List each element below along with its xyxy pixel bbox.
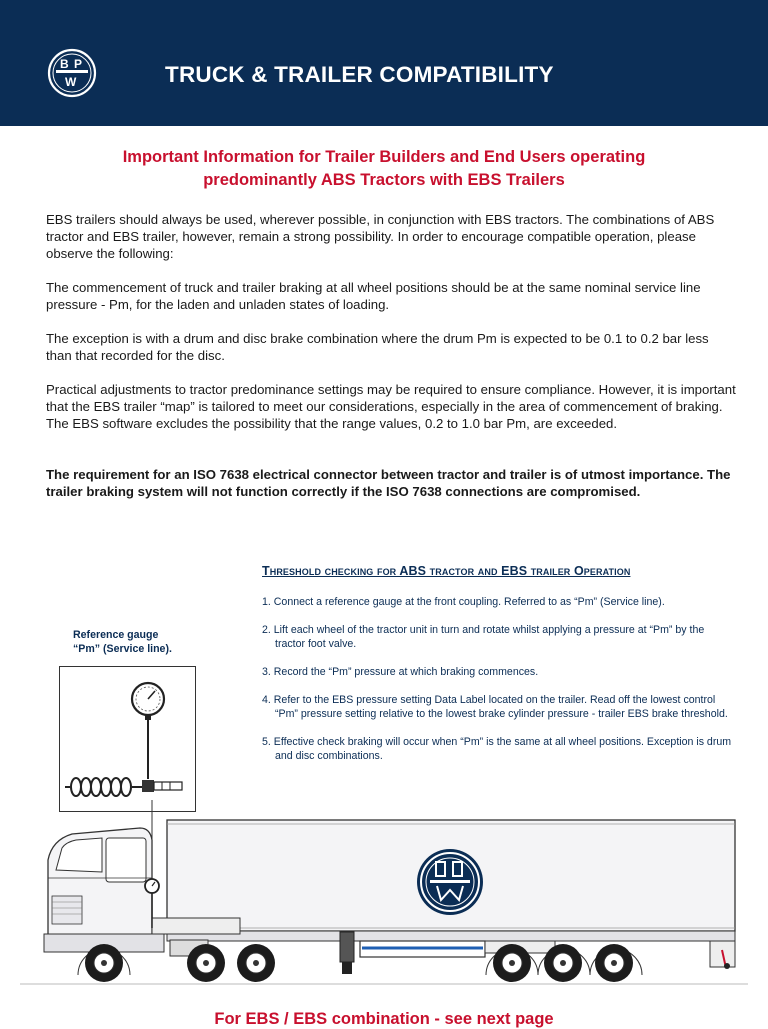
logo-letter-w: W [65, 75, 77, 89]
pressure-gauge-icon [60, 667, 195, 811]
gauge-caption-line-2: “Pm” (Service line). [73, 643, 172, 655]
trailer-wheels [486, 944, 642, 982]
logo-letter-p: P [74, 57, 83, 71]
gauge-caption-line-1: Reference gauge [73, 629, 159, 641]
threshold-steps-list [262, 595, 732, 777]
step-item: 2. Lift each wheel of the tractor unit in turn and rotate whilst applying a pressure at “Pm” by the tractor foot valve. [262, 624, 705, 650]
subtitle [40, 146, 728, 192]
paragraph-iso-requirement: The requirement for an ISO 7638 electrical connector between tractor and trailer is of utmost importance. The trailer braking system will not function correctly if the ISO 7638 connections are compromised. [46, 467, 731, 499]
subtitle-line-2: predominantly ABS Tractors with EBS Trailers [203, 171, 565, 189]
threshold-heading: Threshold checking for ABS tractor and EBS trailer Operation [262, 564, 631, 578]
page-title: TRUCK & TRAILER COMPATIBILITY [165, 62, 554, 87]
logo-letter-b: B [60, 57, 69, 71]
subtitle-line-1: Important Information for Trailer Builders and End Users operating [122, 148, 646, 166]
paragraph-exception: The exception is with a drum and disc brake combination where the drum Pm is expected to be 0.1 to 0.2 bar less than that recorded for the disc. [46, 331, 709, 363]
step-item: 4. Refer to the EBS pressure setting Data Label located on the trailer. Read off the lowest control “Pm” pressure setting relative to the lowest brake cylinder pressure - trailer EBS brake threshold. [262, 694, 728, 720]
paragraph-commencement: The commencement of truck and trailer braking at all wheel positions should be at the same nominal service line pressure - Pm, for the laden and unladen states of loading. [46, 280, 701, 312]
truck-trailer-illustration [0, 800, 768, 995]
paragraph-intro: EBS trailers should always be used, wherever possible, in conjunction with EBS tractors. The combinations of ABS tractor and EBS trailer, however, remain a strong possibility. In order to encourage compatible operation, please observe the following: [46, 212, 715, 261]
step-item: 3. Record the “Pm” pressure at which braking commences. [262, 666, 539, 678]
bpw-logo-icon [47, 48, 97, 98]
trailer-bpw-logo-icon [417, 849, 483, 915]
paragraph-adjustments: Practical adjustments to tractor predominance settings may be required to ensure compliance. However, it is important that the EBS trailer “map” is tailored to meet our considerations, especially in the area of commencement of braking. The EBS software excludes the possibility that the range values, 0.2 to 1.0 bar Pm, are exceeded. [46, 382, 736, 431]
reference-gauge-illustration [59, 666, 196, 812]
header-banner [0, 0, 768, 126]
footer-next-page-note[interactable]: For EBS / EBS combination - see next page [214, 1010, 554, 1028]
step-item: 5. Effective check braking will occur when “Pm” is the same at all wheel positions. Exception is drum and disc combinations. [262, 736, 732, 762]
step-item: 1. Connect a reference gauge at the front coupling. Referred to as “Pm” (Service line). [262, 596, 665, 608]
gauge-caption [73, 628, 172, 656]
